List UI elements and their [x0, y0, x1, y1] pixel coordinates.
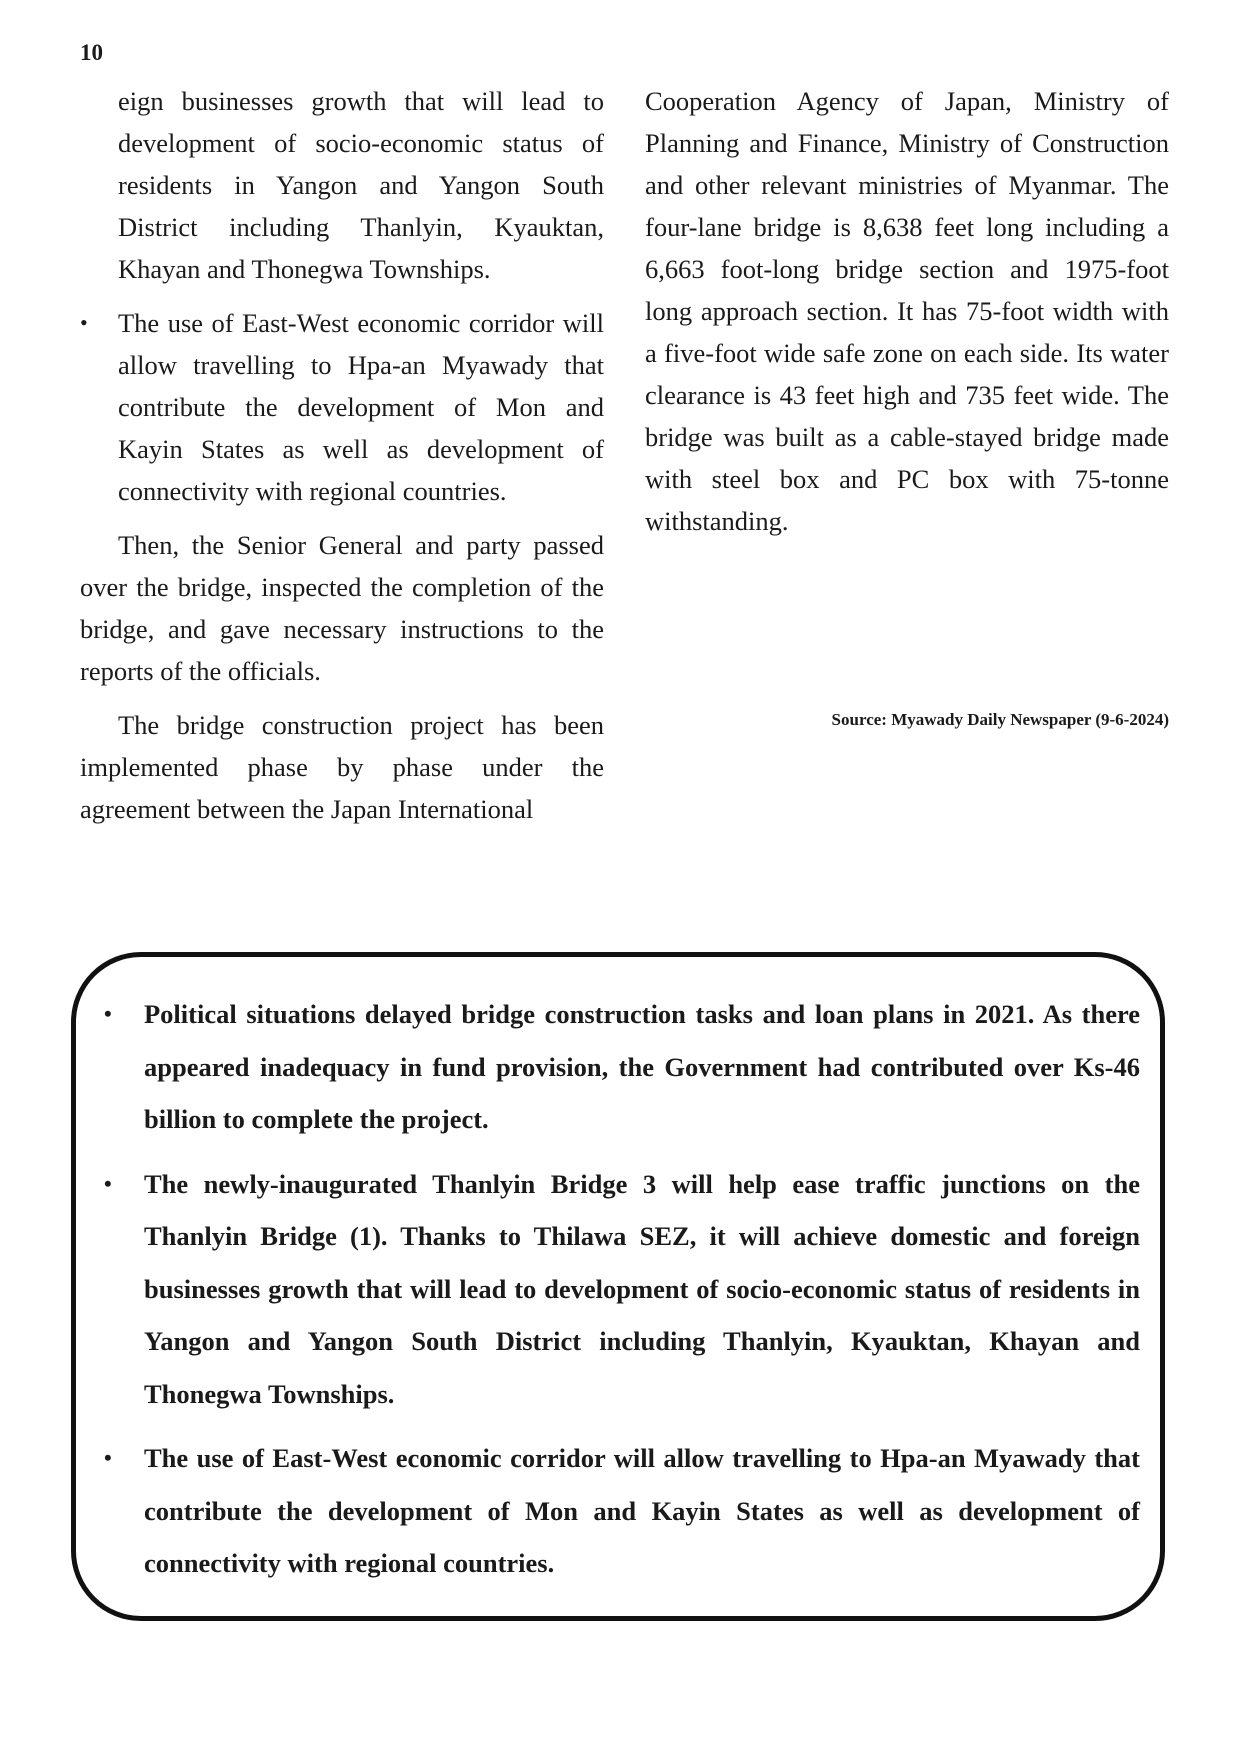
bullet-icon: •: [104, 1445, 112, 1470]
summary-item-text: The use of East-West economic corridor will allow travelling to Hpa-an Myawady that contribute the development of Mon and Kayin States as well as development of connectivity with regional countries.: [144, 1443, 1140, 1578]
list-item: [100, 1158, 1140, 1421]
bullet-icon: •: [80, 310, 88, 335]
bullet-icon: •: [104, 1170, 112, 1196]
bullet-icon: •: [104, 1001, 112, 1026]
summary-box: [100, 988, 1140, 1602]
right-column: [645, 80, 1169, 542]
summary-item-text: Political situations delayed bridge construction tasks and loan plans in 2021. As there appeared inadequacy in fund provision, the Government had contributed over Ks-46 billion to complete the project.: [144, 999, 1140, 1134]
body-paragraph: Cooperation Agency of Japan, Ministry of Planning and Finance, Ministry of Construction and other relevant ministries of Myanmar. The four-lane bridge is 8,638 feet long including a 6,663 foot-long bridge section and 1975-foot long approach section. It has 75-foot width with a five-foot wide safe zone on each side. Its water clearance is 43 feet high and 735 feet wide. The bridge was built as a cable-stayed bridge made with steel box and PC box with 75-tonne withstanding.: [645, 86, 1169, 536]
list-item: [100, 1432, 1140, 1590]
source-citation: Source: Myawady Daily Newspaper (9-6-2024): [831, 710, 1169, 729]
page-number: 10: [80, 40, 103, 65]
bullet-text: The use of East-West economic corridor will allow travelling to Hpa-an Myawady that contribute the development of Mon and Kayin States as well as development of connectivity with regional countries.: [118, 308, 604, 506]
list-item: [100, 988, 1140, 1146]
left-column: [80, 80, 604, 830]
body-paragraph: The bridge construction project has been implemented phase by phase under the agreement between the Japan International: [80, 710, 604, 824]
continuation-paragraph: eign businesses growth that will lead to development of socio-economic status of residents in Yangon and Yangon South District including Thanlyin, Kyauktan, Khayan and Thonegwa Townships.: [118, 86, 604, 284]
summary-item-text: The newly-inaugurated Thanlyin Bridge 3 will help ease traffic junctions on the Thanlyin Bridge (1). Thanks to Thilawa SEZ, it will achieve domestic and foreign businesses growth that will lead to development of socio-economic status of residents in Yangon and Yangon South District including Thanlyin, Kyauktan, Khayan and Thonegwa Townships.: [144, 1168, 1140, 1409]
body-paragraph: Then, the Senior General and party passed over the bridge, inspected the completion of the bridge, and gave necessary instructions to the reports of the officials.: [80, 530, 604, 686]
list-item: [80, 302, 604, 512]
